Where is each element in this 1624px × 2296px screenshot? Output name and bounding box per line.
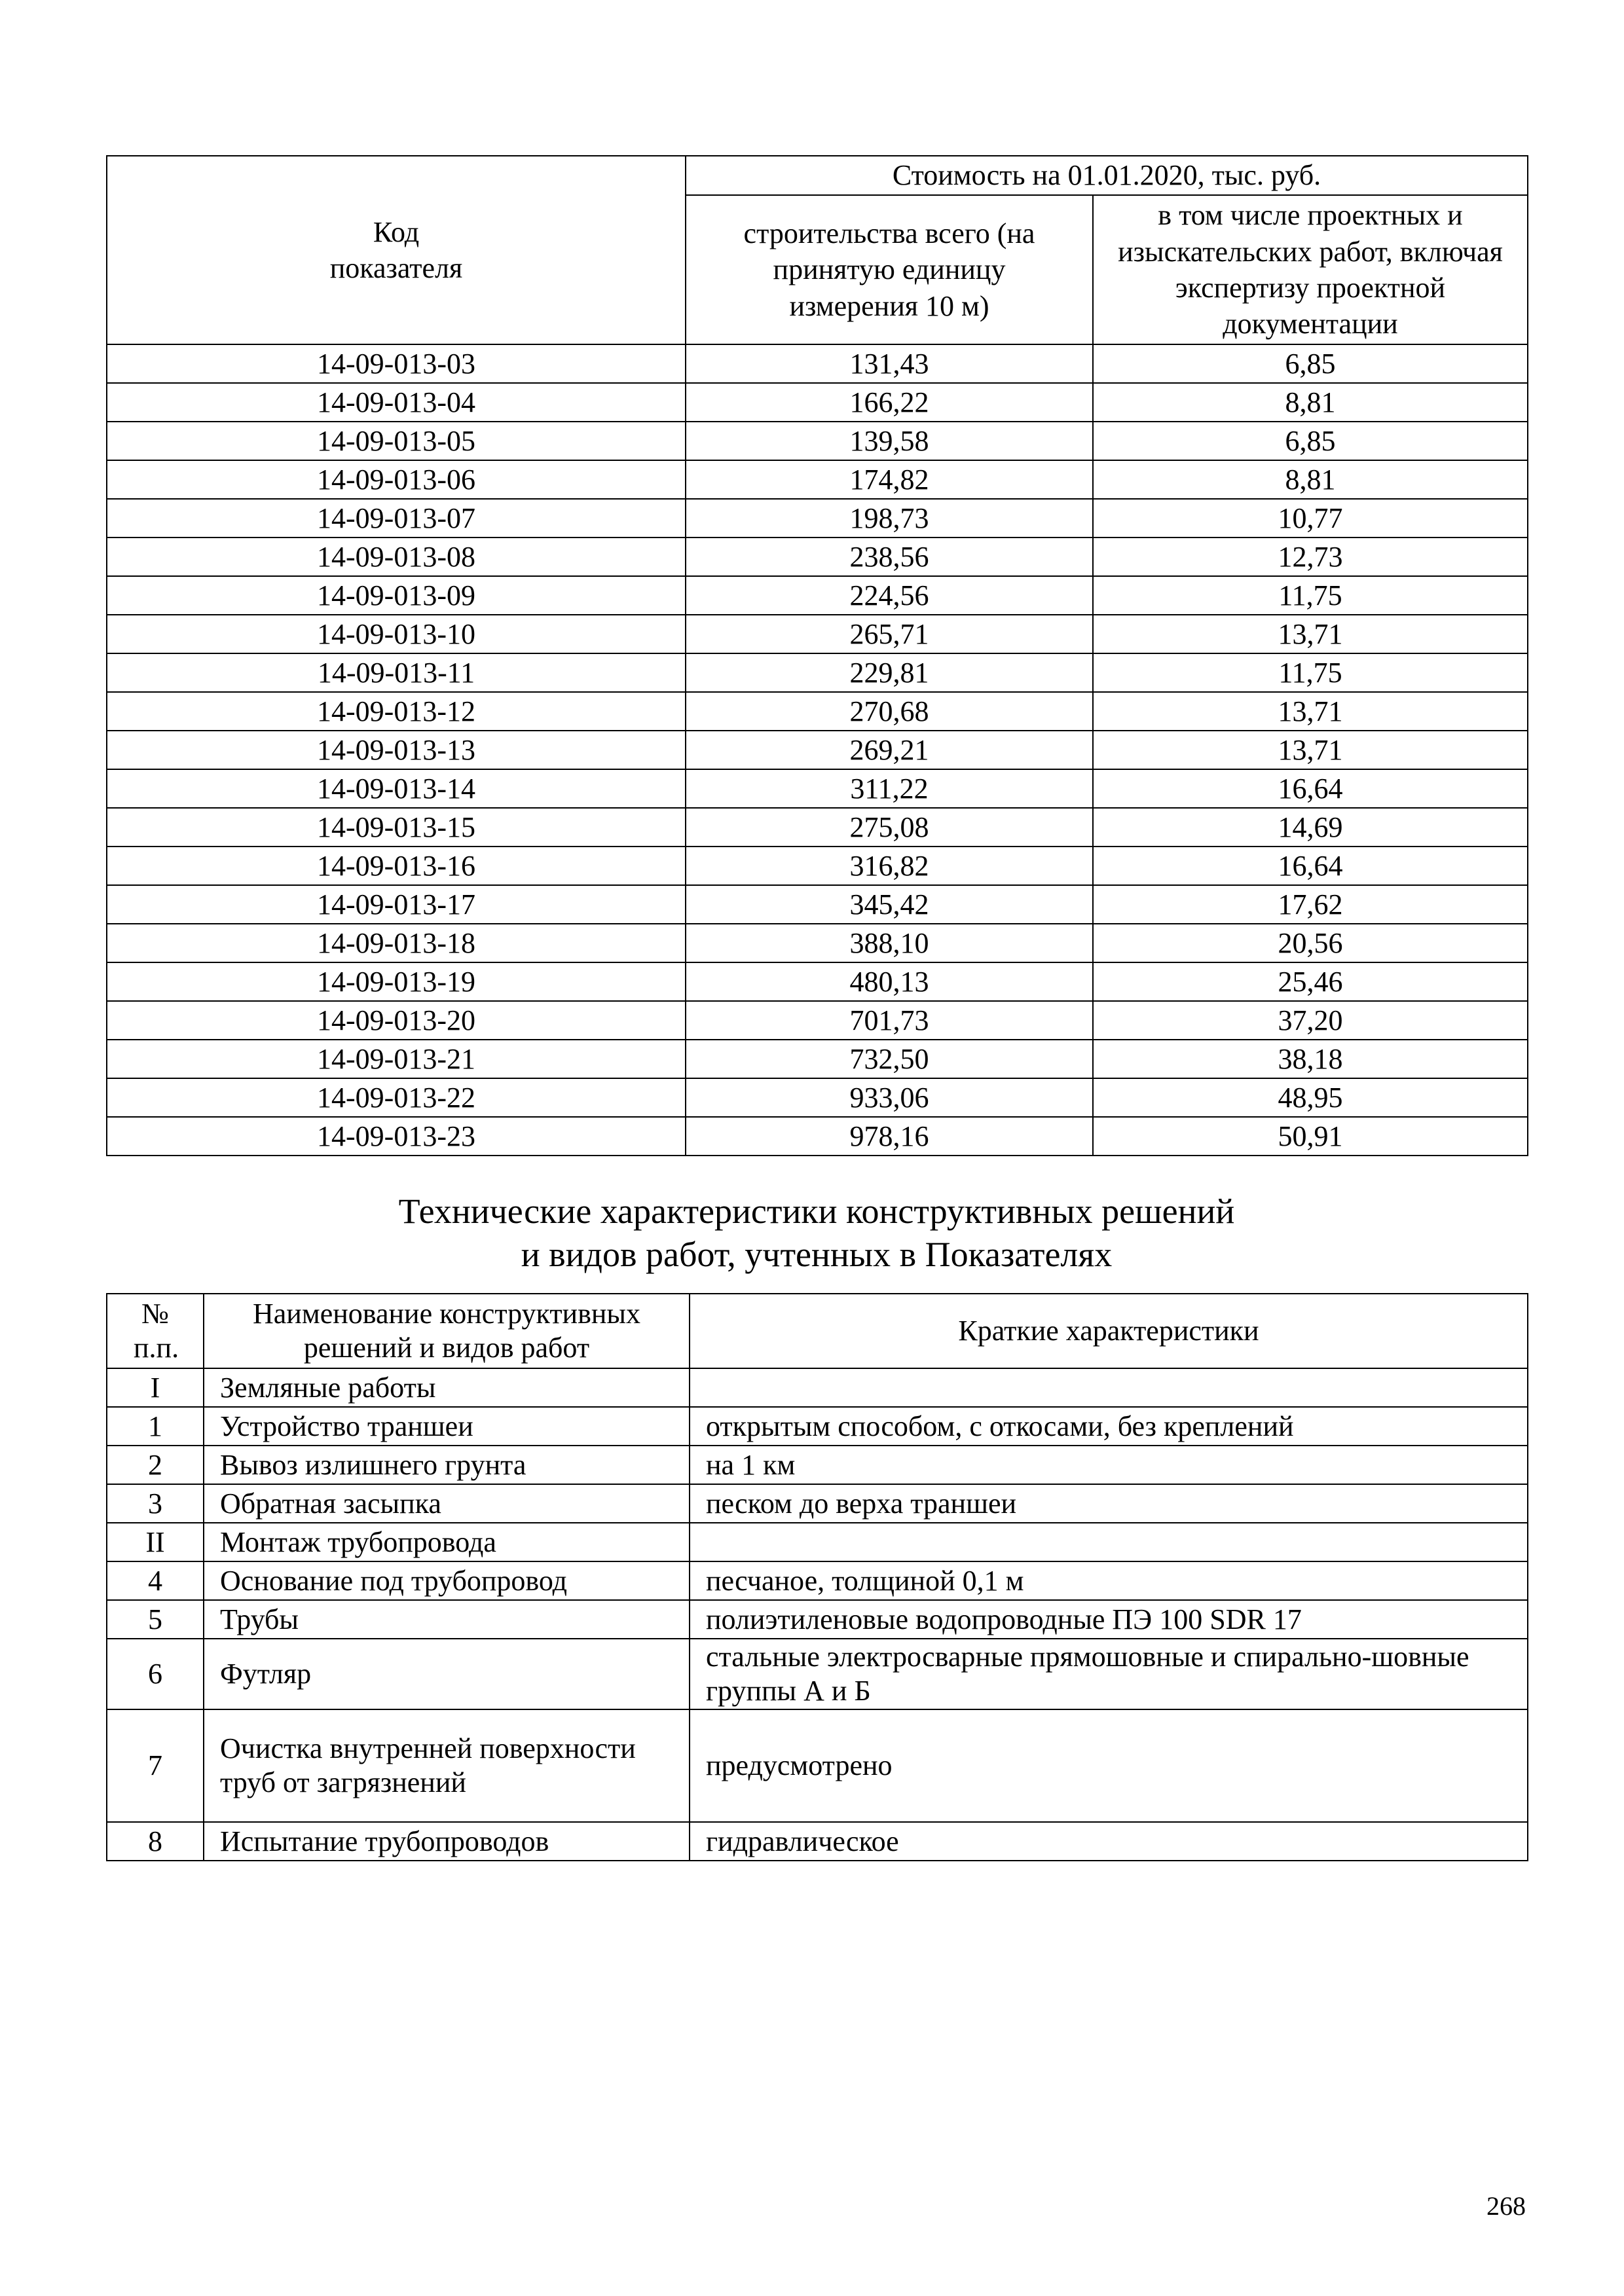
tech-cell-name: Монтаж трубопровода <box>204 1523 690 1561</box>
cost-cell-code: 14-09-013-10 <box>107 615 686 653</box>
cost-cell-total: 480,13 <box>686 962 1093 1001</box>
tech-cell-desc: стальные электросварные прямошовные и спирально-шовные группы А и Б <box>690 1639 1528 1709</box>
header-desc-label: Краткие характеристики <box>958 1315 1259 1347</box>
tech-cell-num: 8 <box>107 1822 204 1861</box>
cost-cell-design: 8,81 <box>1093 383 1528 422</box>
header-cost-group <box>686 156 1528 195</box>
cost-cell-code: 14-09-013-20 <box>107 1001 686 1040</box>
cost-cell-code: 14-09-013-17 <box>107 885 686 924</box>
cost-cell-design: 6,85 <box>1093 422 1528 460</box>
cost-cell-design: 16,64 <box>1093 769 1528 808</box>
cost-cell-total: 265,71 <box>686 615 1093 653</box>
cost-cell-code: 14-09-013-14 <box>107 769 686 808</box>
table-row <box>107 731 1528 769</box>
cost-cell-design: 14,69 <box>1093 808 1528 847</box>
header-name <box>204 1294 690 1368</box>
table-row <box>107 1639 1528 1709</box>
cost-cell-code: 14-09-013-16 <box>107 847 686 885</box>
table-row <box>107 808 1528 847</box>
tech-cell-num: 3 <box>107 1484 204 1523</box>
section-heading <box>106 1190 1527 1277</box>
table-row <box>107 1040 1528 1078</box>
cost-cell-total: 174,82 <box>686 460 1093 499</box>
cost-cell-code: 14-09-013-07 <box>107 499 686 538</box>
table-row <box>107 1001 1528 1040</box>
tech-cell-name: Устройство траншеи <box>204 1407 690 1446</box>
cost-cell-total: 701,73 <box>686 1001 1093 1040</box>
cost-cell-design: 8,81 <box>1093 460 1528 499</box>
cost-cell-total: 388,10 <box>686 924 1093 962</box>
cost-cell-total: 131,43 <box>686 344 1093 383</box>
cost-cell-design: 38,18 <box>1093 1040 1528 1078</box>
cost-cell-total: 933,06 <box>686 1078 1093 1117</box>
cost-cell-design: 25,46 <box>1093 962 1528 1001</box>
cost-cell-design: 11,75 <box>1093 576 1528 615</box>
table-row <box>107 1561 1528 1600</box>
table-row <box>107 499 1528 538</box>
cost-cell-code: 14-09-013-09 <box>107 576 686 615</box>
cost-cell-code: 14-09-013-15 <box>107 808 686 847</box>
tech-cell-num: 5 <box>107 1600 204 1639</box>
tech-cell-name: Трубы <box>204 1600 690 1639</box>
tech-cell-name: Основание под трубопровод <box>204 1561 690 1600</box>
header-construction-total-label: строительства всего (на принятую единицу измерения 10 м) <box>743 217 1035 322</box>
cost-cell-total: 316,82 <box>686 847 1093 885</box>
cost-cell-total: 275,08 <box>686 808 1093 847</box>
tech-cell-desc: предусмотрено <box>690 1709 1528 1822</box>
cost-cell-design: 17,62 <box>1093 885 1528 924</box>
cost-cell-code: 14-09-013-18 <box>107 924 686 962</box>
table-row <box>107 615 1528 653</box>
cost-cell-total: 978,16 <box>686 1117 1093 1156</box>
tech-cell-desc: на 1 км <box>690 1446 1528 1484</box>
cost-cell-design: 13,71 <box>1093 615 1528 653</box>
cost-cell-code: 14-09-013-04 <box>107 383 686 422</box>
tech-cell-num: II <box>107 1523 204 1561</box>
cost-cell-design: 11,75 <box>1093 653 1528 692</box>
tech-cell-desc: открытым способом, с откосами, без креплений <box>690 1407 1528 1446</box>
cost-cell-design: 48,95 <box>1093 1078 1528 1117</box>
section-heading-line1: Технические характеристики конструктивных решений <box>398 1192 1235 1231</box>
tech-cell-desc: гидравлическое <box>690 1822 1528 1861</box>
cost-cell-code: 14-09-013-19 <box>107 962 686 1001</box>
cost-cell-code: 14-09-013-05 <box>107 422 686 460</box>
cost-cell-code: 14-09-013-11 <box>107 653 686 692</box>
table-row <box>107 847 1528 885</box>
cost-cell-design: 13,71 <box>1093 692 1528 731</box>
header-code <box>107 156 686 344</box>
tech-cell-name: Футляр <box>204 1639 690 1709</box>
tech-cell-num: 7 <box>107 1709 204 1822</box>
table-row <box>107 1709 1528 1822</box>
cost-table <box>106 155 1528 1156</box>
header-desc <box>690 1294 1528 1368</box>
tech-cell-desc: полиэтиленовые водопроводные ПЭ 100 SDR 17 <box>690 1600 1528 1639</box>
header-construction-total <box>686 195 1093 344</box>
tech-cell-name: Земляные работы <box>204 1368 690 1407</box>
table-row <box>107 1484 1528 1523</box>
tech-cell-num: I <box>107 1368 204 1407</box>
header-design-works <box>1093 195 1528 344</box>
table-row <box>107 422 1528 460</box>
table-row <box>107 769 1528 808</box>
cost-cell-code: 14-09-013-23 <box>107 1117 686 1156</box>
cost-cell-code: 14-09-013-08 <box>107 538 686 576</box>
cost-cell-design: 13,71 <box>1093 731 1528 769</box>
cost-cell-total: 732,50 <box>686 1040 1093 1078</box>
cost-cell-design: 6,85 <box>1093 344 1528 383</box>
cost-cell-total: 345,42 <box>686 885 1093 924</box>
cost-cell-code: 14-09-013-22 <box>107 1078 686 1117</box>
table-row <box>107 924 1528 962</box>
cost-cell-code: 14-09-013-12 <box>107 692 686 731</box>
table-row <box>107 1600 1528 1639</box>
tech-cell-name: Испытание трубопроводов <box>204 1822 690 1861</box>
table-row <box>107 460 1528 499</box>
table-row <box>107 1446 1528 1484</box>
header-num-label: № п.п. <box>134 1298 179 1364</box>
tech-cell-name: Вывоз излишнего грунта <box>204 1446 690 1484</box>
header-code-label: Код показателя <box>329 215 463 284</box>
cost-cell-total: 198,73 <box>686 499 1093 538</box>
table-row <box>107 576 1528 615</box>
cost-cell-total: 229,81 <box>686 653 1093 692</box>
page-number: 268 <box>1486 2191 1526 2221</box>
tech-cell-num: 4 <box>107 1561 204 1600</box>
tech-cell-num: 2 <box>107 1446 204 1484</box>
cost-cell-code: 14-09-013-03 <box>107 344 686 383</box>
table-row <box>107 344 1528 383</box>
table-row <box>107 1368 1528 1407</box>
cost-cell-design: 16,64 <box>1093 847 1528 885</box>
table-row <box>107 692 1528 731</box>
cost-cell-design: 50,91 <box>1093 1117 1528 1156</box>
cost-cell-code: 14-09-013-21 <box>107 1040 686 1078</box>
cost-cell-design: 10,77 <box>1093 499 1528 538</box>
table-row <box>107 653 1528 692</box>
cost-cell-total: 311,22 <box>686 769 1093 808</box>
table-row <box>107 538 1528 576</box>
header-design-works-label: в том числе проектных и изыскательских работ, включая экспертизу проектной документации <box>1118 199 1503 340</box>
cost-cell-total: 238,56 <box>686 538 1093 576</box>
cost-cell-code: 14-09-013-06 <box>107 460 686 499</box>
table-row <box>107 1117 1528 1156</box>
table-row <box>107 962 1528 1001</box>
section-heading-line2: и видов работ, учтенных в Показателях <box>521 1234 1113 1274</box>
cost-cell-total: 139,58 <box>686 422 1093 460</box>
tech-cell-name: Обратная засыпка <box>204 1484 690 1523</box>
cost-cell-design: 12,73 <box>1093 538 1528 576</box>
table-row <box>107 1078 1528 1117</box>
table-row <box>107 1822 1528 1861</box>
table-row <box>107 383 1528 422</box>
header-num <box>107 1294 204 1368</box>
header-name-label: Наименование конструктивных решений и видов работ <box>253 1298 640 1364</box>
cost-cell-code: 14-09-013-13 <box>107 731 686 769</box>
tech-cell-name: Очистка внутренней поверхности труб от загрязнений <box>204 1709 690 1822</box>
table-row <box>107 1407 1528 1446</box>
tech-cell-desc <box>690 1523 1528 1561</box>
cost-cell-design: 20,56 <box>1093 924 1528 962</box>
table-row <box>107 885 1528 924</box>
cost-cell-total: 224,56 <box>686 576 1093 615</box>
cost-cell-total: 269,21 <box>686 731 1093 769</box>
tech-cell-desc: песком до верха траншеи <box>690 1484 1528 1523</box>
tech-cell-desc <box>690 1368 1528 1407</box>
table-row <box>107 1523 1528 1561</box>
tech-cell-desc: песчаное, толщиной 0,1 м <box>690 1561 1528 1600</box>
tech-cell-num: 1 <box>107 1407 204 1446</box>
cost-cell-total: 270,68 <box>686 692 1093 731</box>
cost-cell-design: 37,20 <box>1093 1001 1528 1040</box>
cost-cell-total: 166,22 <box>686 383 1093 422</box>
tech-cell-num: 6 <box>107 1639 204 1709</box>
header-cost-group-label: Стоимость на 01.01.2020, тыс. руб. <box>892 159 1321 192</box>
tech-characteristics-table <box>106 1293 1528 1861</box>
